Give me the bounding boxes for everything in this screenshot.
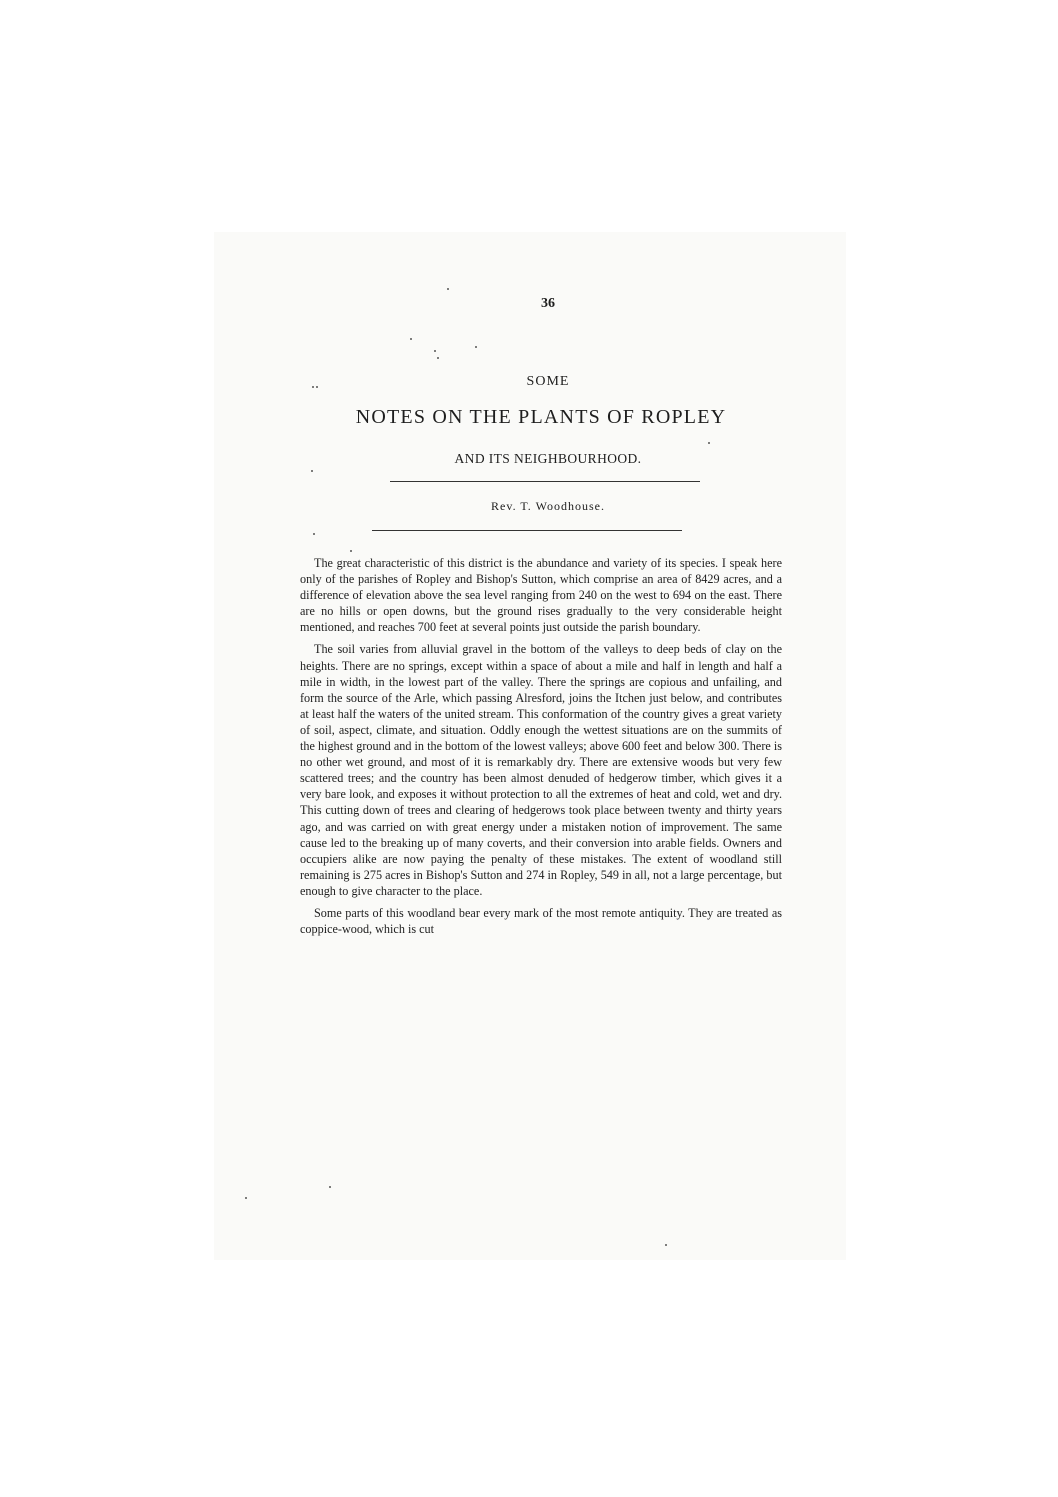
body-text: [300, 555, 782, 937]
author-line: Rev. T. Woodhouse.: [491, 499, 605, 513]
document-page: [300, 296, 782, 943]
paragraph: The great characteristic of this district is the abundance and variety of its species. I speak here only of the parishes of Ropley and Bishop's Sutton, which comprise an area of 8429 acres, and a difference of elevation above the sea level ranging from 240 on the west to 694 on the east. There are no hills or open downs, but the ground rises gradually to the very considerable height mentioned, and reaches 700 feet at several points just outside the parish boundary.: [300, 556, 782, 635]
page-number: 36: [541, 296, 555, 311]
divider-rule: [390, 481, 700, 482]
paragraph: The soil varies from alluvial gravel in the bottom of the valleys to deep beds of clay on the heights. There are no springs, except within a space of about a mile and half in length and half a mile in width, in the lowest part of the valley. There the springs are copious and unfailing, and form the source of the Arle, which passing Alresford, joins the Itchen just below, and contributes at least half the waters of the united stream. This conformation of the country gives a great variety of soil, aspect, climate, and situation. Oddly enough the wettest situations are on the summits of the highest ground and in the bottom of the lowest valleys; above 600 feet and below 300. There is no other wet ground, and most of it is remarkably dry. There are extensive woods but very few scattered trees; and the country has been almost denuded of hedgerow timber, which gives it a very bare look, and exposes it without protection to all the extremes of heat and cold, wet and dry. This cutting down of trees and clearing of hedgerows took place between twenty and thirty years ago, and was carried on with great energy under a mistaken notion of improvement. The same cause led to the breaking up of many coverts, and their conversion into arable fields. Owners and occupiers alike are now paying the penalty of these mistakes. The extent of woodland still remaining is 275 acres in Bishop's Sutton and 274 in Ropley, 549 in all, not a large percentage, but enough to give character to the place.: [300, 642, 782, 898]
article-subtitle: AND ITS NEIGHBOURHOOD.: [454, 451, 642, 466]
paragraph: Some parts of this woodland bear every mark of the most remote antiquity. They are treated as coppice-wood, which is cut: [300, 905, 782, 937]
divider-rule: [372, 530, 682, 531]
article-title: NOTES ON THE PLANTS OF ROPLEY: [355, 406, 727, 428]
heading-some: SOME: [526, 374, 570, 389]
